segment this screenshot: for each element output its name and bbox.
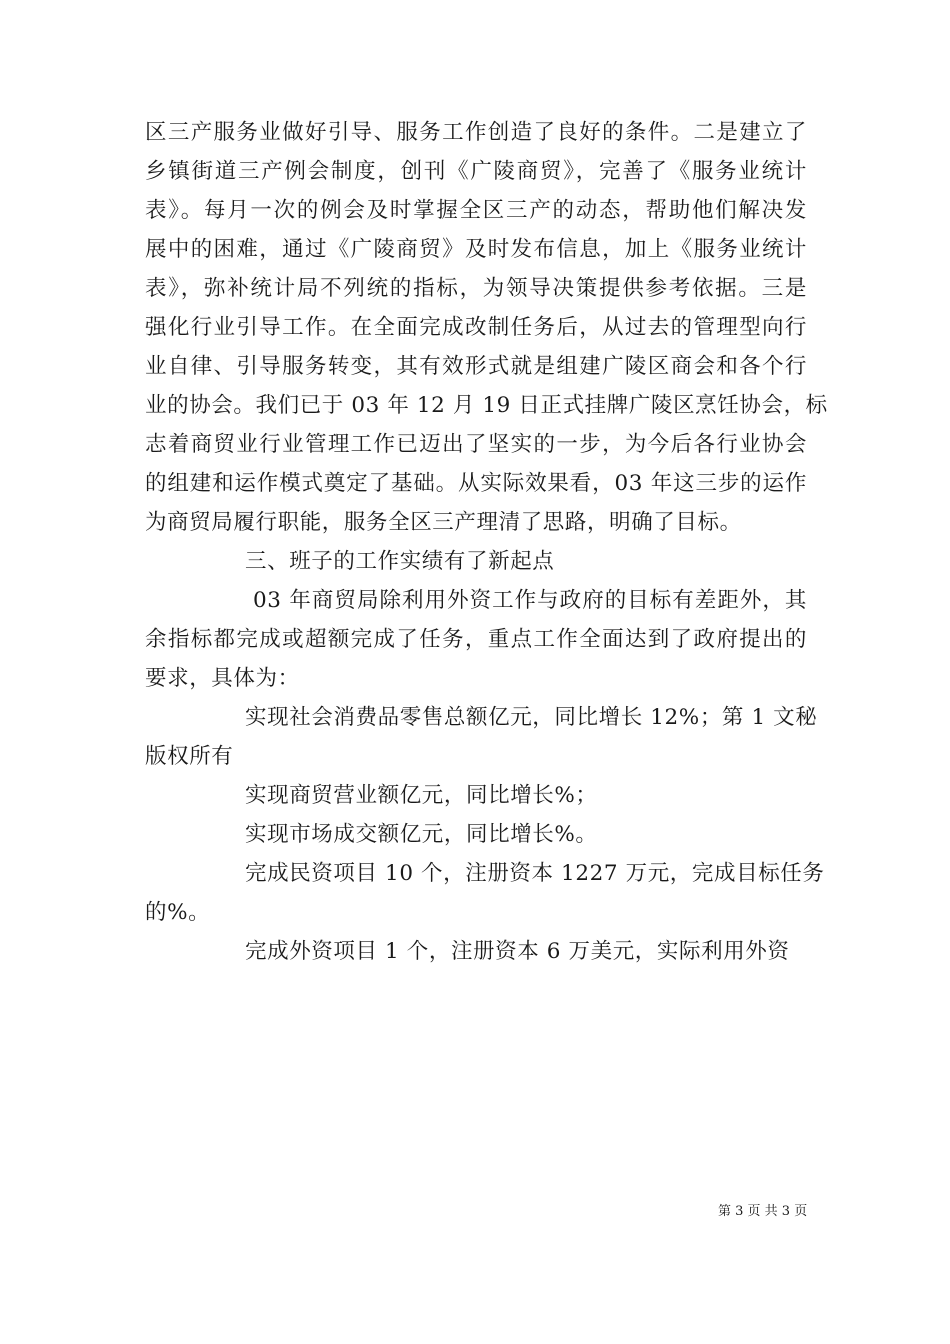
body-text-line: 强化行业引导工作。在全面完成改制任务后，从过去的管理型向行 xyxy=(145,315,807,340)
body-text-line: 乡镇街道三产例会制度，创刊《广陵商贸》，完善了《服务业统计 xyxy=(145,159,807,184)
body-text-line: 区三产服务业做好引导、服务工作创造了良好的条件。二是建立了 xyxy=(145,120,807,145)
page-number-footer: 第 3 页 共 3 页 xyxy=(718,1204,808,1219)
body-text-line: 志着商贸业行业管理工作已迈出了坚实的一步，为今后各行业协会 xyxy=(145,432,807,457)
body-text-line: 余指标都完成或超额完成了任务，重点工作全面达到了政府提出的 xyxy=(145,627,807,652)
list-item: 实现市场成交额亿元，同比增长%。 xyxy=(245,822,598,847)
body-text-line: 表》。每月一次的例会及时掌握全区三产的动态，帮助他们解决发 xyxy=(145,198,807,223)
list-item: 实现商贸营业额亿元，同比增长%； xyxy=(245,783,598,808)
list-item: 实现社会消费品零售总额亿元，同比增长 12%；第 1 文秘 xyxy=(245,705,818,730)
body-text-line: 03 年商贸局除利用外资工作与政府的目标有差距外，其 xyxy=(253,588,807,613)
section-heading: 三、班子的工作实绩有了新起点 xyxy=(245,549,555,574)
list-item-continuation: 版权所有 xyxy=(145,744,234,769)
body-text-line: 为商贸局履行职能，服务全区三产理清了思路，明确了目标。 xyxy=(145,510,742,535)
body-text-line: 要求，具体为： xyxy=(145,666,300,691)
list-item: 完成民资项目 10 个，注册资本 1227 万元，完成目标任务 xyxy=(245,861,825,886)
body-text-line: 业自律、引导服务转变，其有效形式就是组建广陵区商会和各个行 xyxy=(145,354,807,379)
body-text-line: 的组建和运作模式奠定了基础。从实际效果看，03 年这三步的运作 xyxy=(145,471,807,496)
body-text-line: 展中的困难，通过《广陵商贸》及时发布信息，加上《服务业统计 xyxy=(145,237,807,262)
list-item-continuation: 的%。 xyxy=(145,900,211,925)
list-item: 完成外资项目 1 个，注册资本 6 万美元，实际利用外资 xyxy=(245,939,790,964)
body-text-line: 业的协会。我们已于 03 年 12 月 19 日正式挂牌广陵区烹饪协会，标 xyxy=(145,393,828,418)
body-text-line: 表》，弥补统计局不列统的指标，为领导决策提供参考依据。三是 xyxy=(145,276,807,301)
